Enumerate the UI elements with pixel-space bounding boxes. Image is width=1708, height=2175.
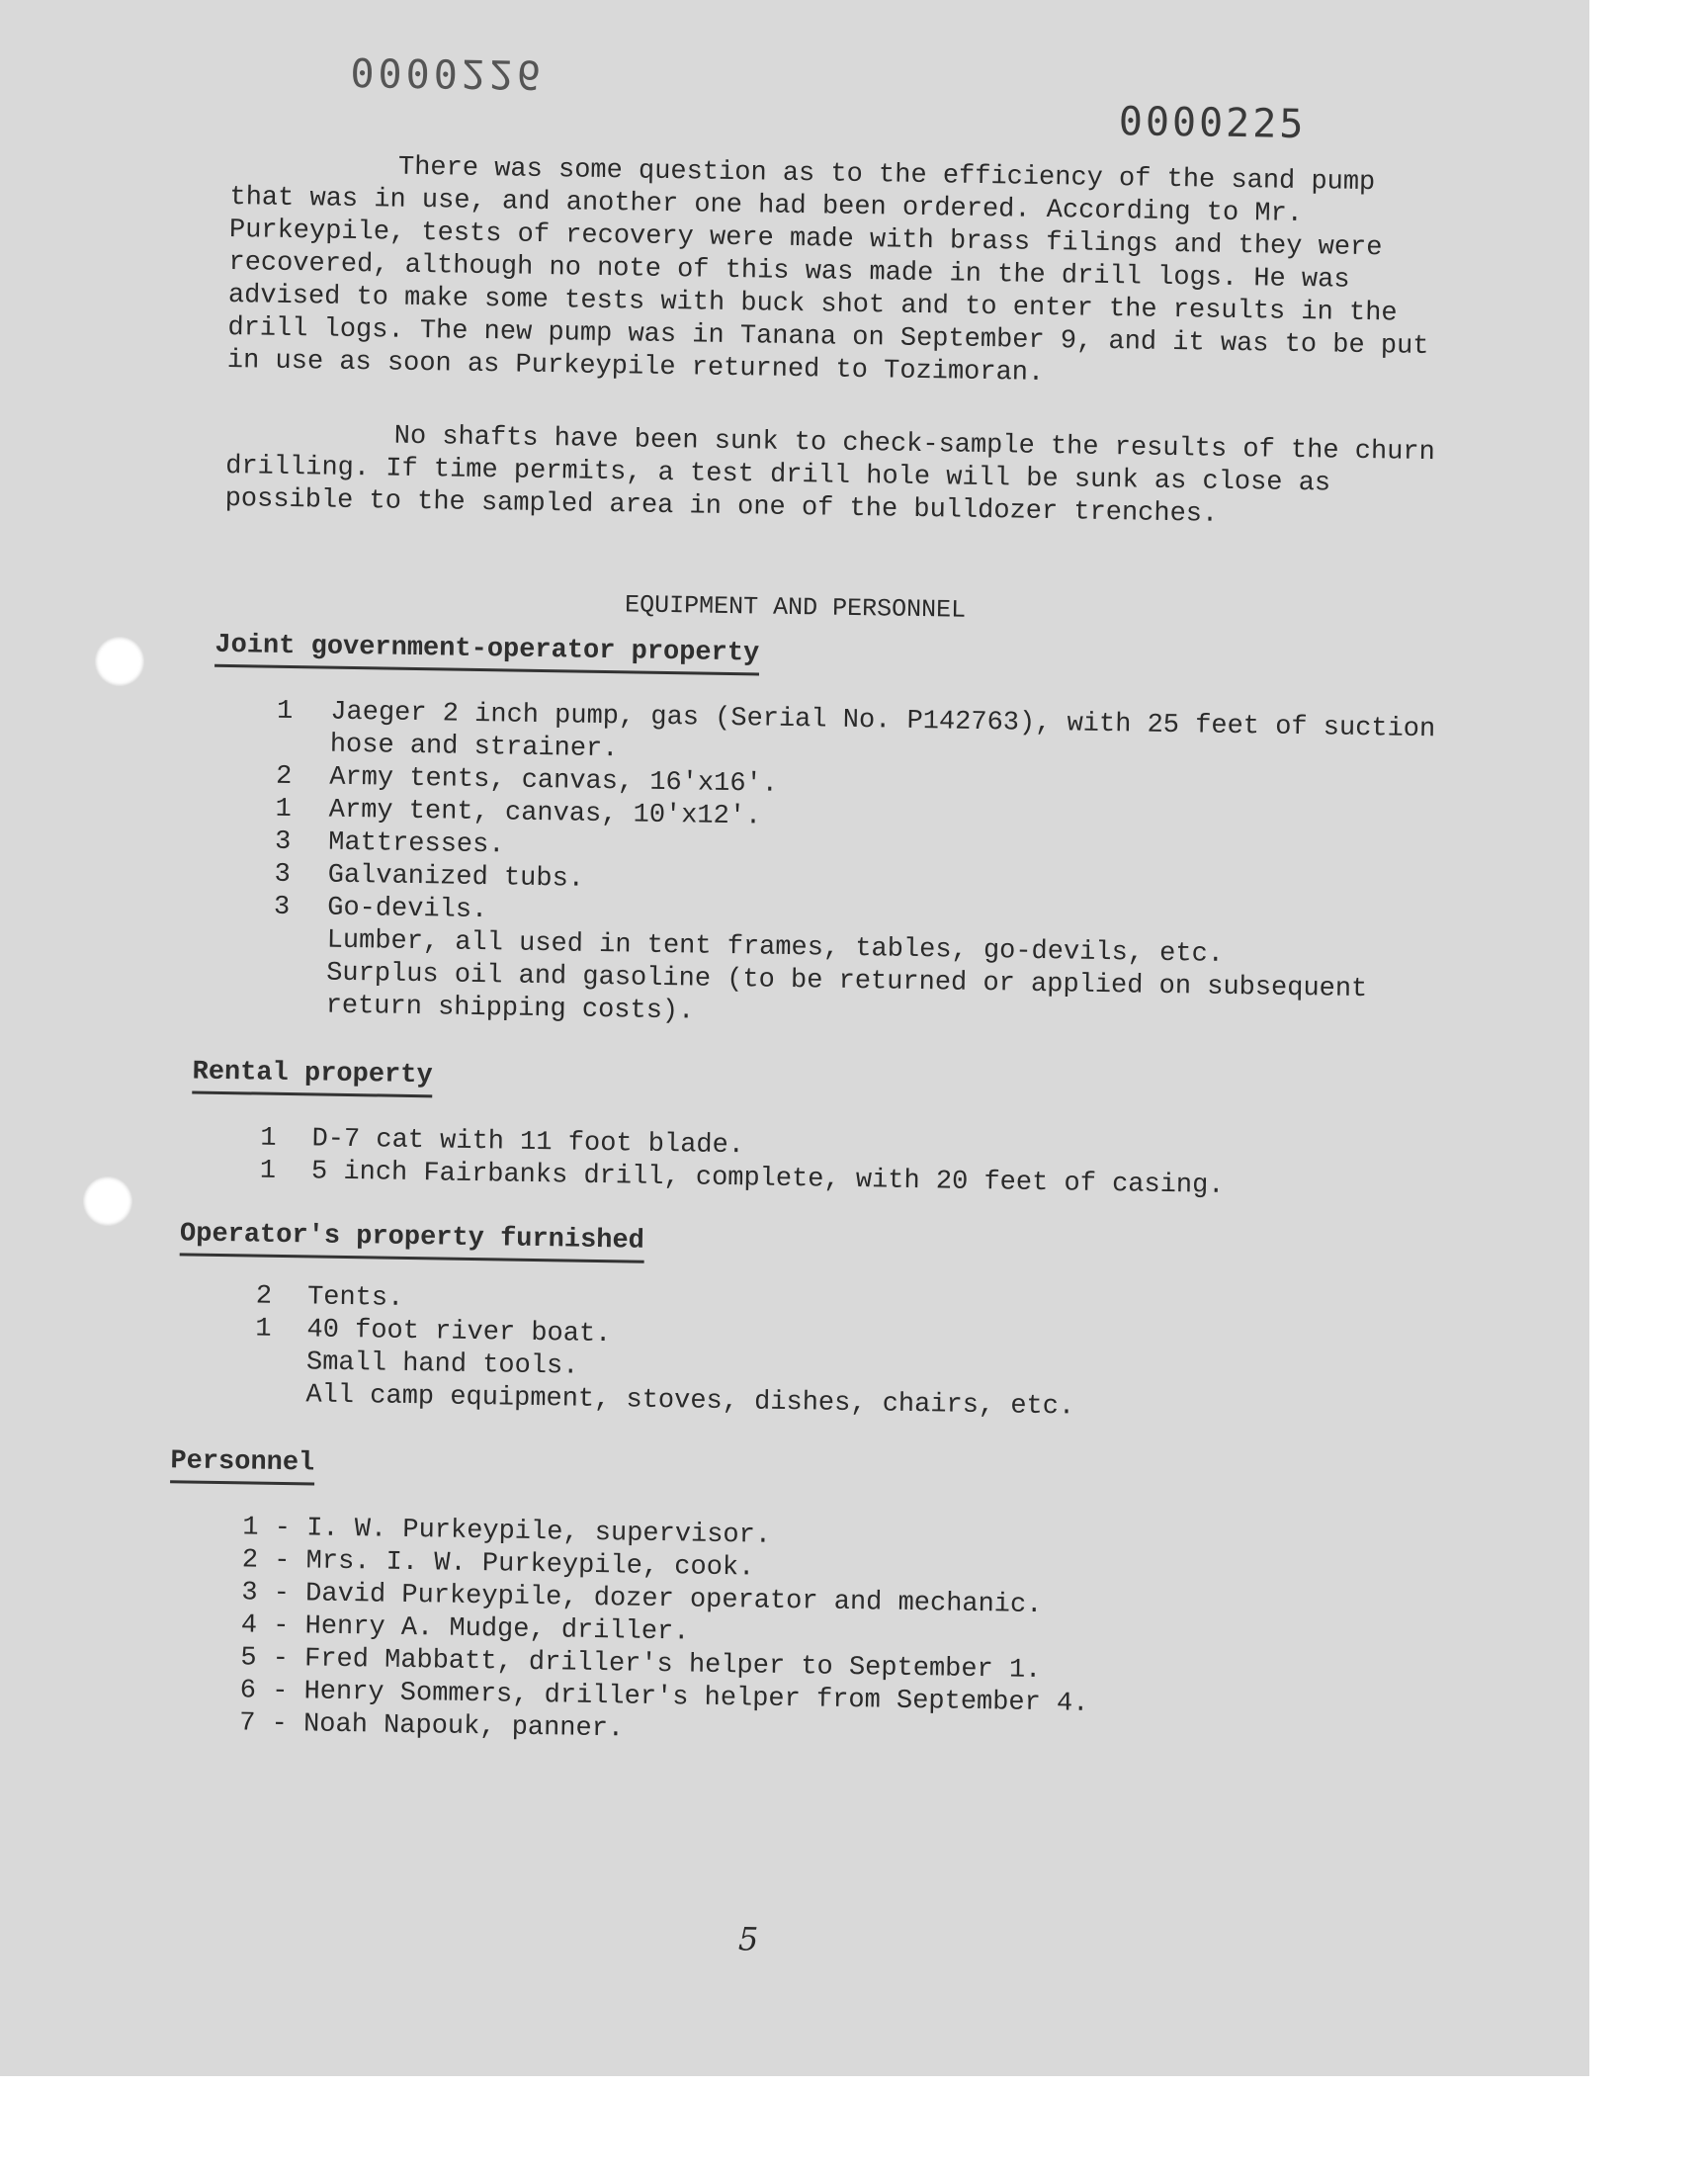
item-quantity: 1 bbox=[255, 1314, 272, 1345]
page-number: 5 bbox=[737, 1920, 759, 1958]
item-description: Surplus oil and gasoline (to be returned or applied on subsequent return shipping costs). bbox=[325, 958, 1368, 1027]
paragraph-sand-pump: There was some question as to the efficiency of the sand pump that was in use, and another one had been ordered. According to Mr. Purkeypile, tests of recovery were made with brass filings and they were recovered, although no note of this was made in the drill logs. He was advised to make some tests with buck shot and to enter the results in the drill logs. The new pump was in Tanana on September 9, and it was to be put in use as soon as Purkeypile returned to Tozimoran. bbox=[226, 152, 1429, 389]
personnel-item: 5 - Fred Mabbatt, driller's helper to September 1. bbox=[240, 1643, 1042, 1687]
item-quantity: 1 bbox=[260, 1123, 277, 1154]
section-title: EQUIPMENT AND PERSONNEL bbox=[624, 590, 967, 625]
item-description: All camp equipment, stoves, dishes, chairs, etc. bbox=[305, 1380, 1075, 1423]
item-description: Jaeger 2 inch pump, gas (Serial No. P142763), with 25 feet of suction hose and strainer. bbox=[329, 697, 1436, 765]
item-quantity: 1 bbox=[276, 696, 294, 728]
personnel-item: 6 - Henry Sommers, driller's helper from September 4. bbox=[239, 1676, 1089, 1719]
personnel-item: 1 - I. W. Purkeypile, supervisor. bbox=[242, 1513, 772, 1551]
item-description: Small hand tools. bbox=[305, 1348, 579, 1382]
mirrored-stamp-number: 0000226 bbox=[350, 47, 546, 97]
item-description: Mattresses. bbox=[328, 827, 505, 861]
item-description: Lumber, all used in tent frames, tables, go-devils, etc. bbox=[326, 925, 1225, 970]
item-description: 5 inch Fairbanks drill, complete, with 20 feet of casing. bbox=[310, 1157, 1225, 1201]
personnel-item: 7 - Noah Napouk, panner. bbox=[239, 1708, 625, 1745]
item-description: 40 foot river boat. bbox=[306, 1315, 612, 1350]
personnel-heading: Personnel bbox=[170, 1445, 314, 1485]
item-quantity: 3 bbox=[274, 826, 292, 858]
rental-property-heading: Rental property bbox=[192, 1057, 433, 1098]
item-quantity: 3 bbox=[274, 859, 291, 891]
personnel-item: 2 - Mrs. I. W. Purkeypile, cook. bbox=[241, 1545, 755, 1584]
item-quantity: 1 bbox=[275, 794, 293, 826]
item-quantity: 3 bbox=[273, 892, 291, 923]
item-description: Go-devils. bbox=[326, 893, 488, 926]
item-description: D-7 cat with 11 foot blade. bbox=[311, 1124, 745, 1162]
operator-property-heading: Operator's property furnished bbox=[180, 1218, 644, 1262]
joint-property-heading: Joint government-operator property bbox=[214, 630, 759, 676]
personnel-item: 3 - David Purkeypile, dozer operator and mechanic. bbox=[241, 1578, 1043, 1621]
item-description: Army tent, canvas, 10'x12'. bbox=[328, 795, 762, 832]
item-description: Tents. bbox=[306, 1282, 404, 1314]
item-quantity: 2 bbox=[275, 761, 293, 793]
item-quantity: 1 bbox=[259, 1156, 277, 1186]
item-description: Galvanized tubs. bbox=[327, 860, 585, 895]
item-quantity: 2 bbox=[255, 1281, 273, 1312]
document-stamp-number: 0000225 bbox=[1118, 99, 1307, 148]
paragraph-shafts: No shafts have been sunk to check-sample the results of the churn drilling. If time permits, a test drill hole will be sunk as close as possible to the sampled area in one of the bulldozer trenches. bbox=[224, 421, 1435, 530]
item-description: Army tents, canvas, 16'x16'. bbox=[329, 762, 779, 800]
personnel-item: 4 - Henry A. Mudge, driller. bbox=[240, 1610, 690, 1648]
